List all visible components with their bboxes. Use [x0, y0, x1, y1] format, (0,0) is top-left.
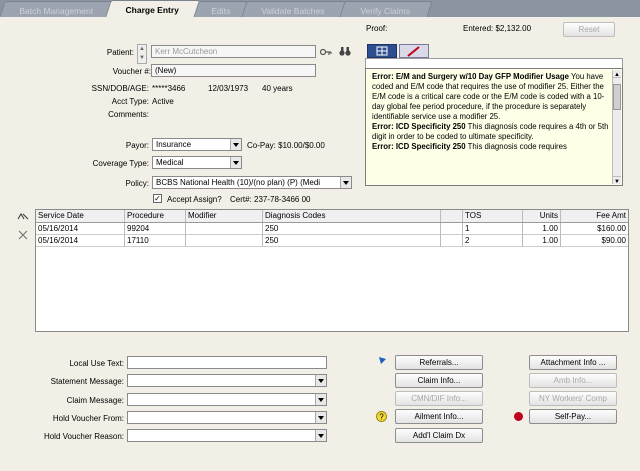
column-header[interactable] [441, 210, 463, 222]
ailment-info-button[interactable]: Ailment Info... [395, 409, 483, 424]
tab-validate-batches[interactable]: Validate Batches [241, 1, 346, 17]
claim-message-label: Claim Message: [66, 396, 124, 405]
procedure-cell[interactable]: 99204 [125, 223, 186, 235]
policy-label: Policy: [125, 179, 149, 188]
hold-voucher-reason-select[interactable] [127, 429, 327, 442]
payor-select[interactable] [152, 138, 242, 151]
column-header[interactable]: Diagnosis Codes [263, 210, 441, 222]
payor-value: Insurance [156, 140, 192, 149]
error-message: Error: ICD Specificity 250 This diagnosis code requires [372, 142, 567, 151]
blank-cell [441, 223, 463, 235]
self-pay-button[interactable]: Self-Pay... [529, 409, 617, 424]
reset-button[interactable]: Reset [563, 22, 615, 37]
voucher-label: Voucher #: [112, 67, 151, 76]
column-header[interactable]: Modifier [186, 210, 263, 222]
chevron-down-icon [230, 157, 241, 168]
cmn-dif-info-button[interactable]: CMN/DIF Info... [395, 391, 483, 406]
local-use-label: Local Use Text: [69, 359, 124, 368]
addl-claim-dx-button[interactable]: Add'l Claim Dx [395, 428, 483, 443]
chevron-down-icon [315, 394, 326, 405]
cert-text: Cert#: 237-78-3466 00 [230, 195, 311, 204]
blank-cell [441, 235, 463, 247]
coverage-value: Medical [156, 158, 184, 167]
error-message: Error: E/M and Surgery w/10 Day GFP Modifier Usage You have coded and E/M code that requires the use of modifier 25. Either the E/M code is a critical care code or the E/M code is coded with a 10-day global fee period procedure, if the procedure is separately identifiable service use a modifier 25. [372, 72, 605, 121]
error-messages-panel [365, 68, 623, 186]
service-date-cell[interactable]: 05/16/2014 [36, 235, 125, 247]
flag-icon [378, 356, 387, 365]
procedure-cell[interactable]: 17110 [125, 235, 186, 247]
column-header[interactable]: Procedure [125, 210, 186, 222]
diagnosis-cell[interactable]: 250 [263, 223, 441, 235]
hold-voucher-from-label: Hold Voucher From: [52, 414, 124, 423]
ssn-label: SSN/DOB/AGE: [91, 84, 149, 93]
patient-label: Patient: [106, 48, 134, 57]
column-header[interactable]: Service Date [36, 210, 125, 222]
error-scrollbar[interactable]: ▲ ▼ [612, 70, 621, 184]
patient-field[interactable]: Kerr McCutcheon [151, 45, 316, 58]
coverage-label: Coverage Type: [92, 159, 149, 168]
hold-voucher-reason-label: Hold Voucher Reason: [43, 432, 124, 441]
statement-message-label: Statement Message: [50, 377, 124, 386]
help-icon [376, 411, 387, 422]
service-date-cell[interactable]: 05/16/2014 [36, 223, 125, 235]
tab-grid-view[interactable] [367, 44, 397, 58]
tab-batch-management[interactable]: Batch Management [0, 1, 115, 17]
local-use-input[interactable] [127, 356, 327, 369]
patient-spinner[interactable]: ▲ ▼ [137, 44, 147, 64]
acct-type-value: Active [152, 97, 174, 106]
units-cell[interactable]: 1.00 [523, 223, 561, 235]
referrals-button[interactable]: Referrals... [395, 355, 483, 370]
tab-bar [0, 0, 640, 17]
chevron-down-icon [230, 139, 241, 150]
statement-message-select[interactable] [127, 374, 327, 387]
proof-label: Proof: [366, 24, 388, 33]
table-header [36, 210, 628, 223]
units-cell[interactable]: 1.00 [523, 235, 561, 247]
chevron-down-icon [315, 412, 326, 423]
comments-label: Comments: [108, 110, 149, 119]
table-icon [368, 45, 396, 57]
coverage-select[interactable] [152, 156, 242, 169]
entered-total: Entered: $2,132.00 [463, 24, 532, 33]
tab-verify-claims[interactable]: Verify Claims [339, 1, 432, 17]
binoculars-icon[interactable] [339, 46, 351, 57]
error-message: Error: ICD Specificity 250 This diagnosis code requires a 4th or 5th digit in order to be coded to ultimate specificity. [372, 122, 609, 141]
svg-text:?: ? [379, 412, 384, 422]
hold-voucher-from-select[interactable] [127, 411, 327, 424]
fee-cell[interactable]: $160.00 [597, 224, 626, 233]
diagnosis-cell[interactable]: 250 [263, 235, 441, 247]
key-icon[interactable] [320, 47, 332, 57]
modifier-cell[interactable] [186, 223, 263, 235]
pencil-icon [400, 45, 428, 57]
ny-workers-comp-button[interactable]: NY Workers' Comp [529, 391, 617, 406]
chevron-down-icon [340, 177, 351, 188]
close-icon[interactable] [18, 230, 28, 240]
fee-cell[interactable]: $90.00 [601, 236, 626, 245]
dob-value: 12/03/1973 [208, 84, 249, 93]
claim-message-select[interactable] [127, 393, 327, 406]
claim-info-button[interactable]: Claim Info... [395, 373, 483, 388]
chevron-down-icon [315, 430, 326, 441]
age-value: 40 years [262, 84, 293, 93]
table-row[interactable] [36, 235, 628, 247]
accept-assign-checkbox[interactable]: ✓ [154, 194, 161, 203]
attachment-info-button[interactable]: Attachment Info ... [529, 355, 617, 370]
charges-table [35, 209, 629, 332]
copay-text: Co-Pay: $10.00/$0.00 [247, 141, 325, 150]
payor-label: Payor: [125, 141, 149, 150]
voucher-field: (New) [151, 64, 316, 77]
table-row[interactable] [36, 223, 628, 235]
error-panel-header [365, 58, 623, 68]
ssn-value: *****3466 [152, 84, 186, 93]
policy-value: BCBS National Health (10)/(no plan) (P) (Medi [156, 178, 321, 187]
sort-icon[interactable] [17, 212, 29, 220]
policy-select[interactable] [152, 176, 352, 189]
alert-dot-icon [514, 412, 523, 421]
accept-assign-label: Accept Assign? [167, 195, 222, 204]
chevron-down-icon [315, 375, 326, 386]
column-header[interactable]: TOS [463, 210, 523, 222]
column-header[interactable]: Units [523, 210, 561, 222]
tab-edit-view[interactable] [399, 44, 429, 58]
tab-charge-entry[interactable]: Charge Entry [105, 0, 201, 17]
column-header[interactable]: Fee Amt [596, 211, 626, 220]
tos-cell[interactable]: 1 [463, 223, 523, 235]
acct-type-label: Acct Type: [111, 97, 149, 106]
amb-info-button[interactable]: Amb Info... [529, 373, 617, 388]
tab-edits[interactable]: Edits [193, 1, 248, 17]
tos-cell[interactable]: 2 [463, 235, 523, 247]
modifier-cell[interactable] [186, 235, 263, 247]
